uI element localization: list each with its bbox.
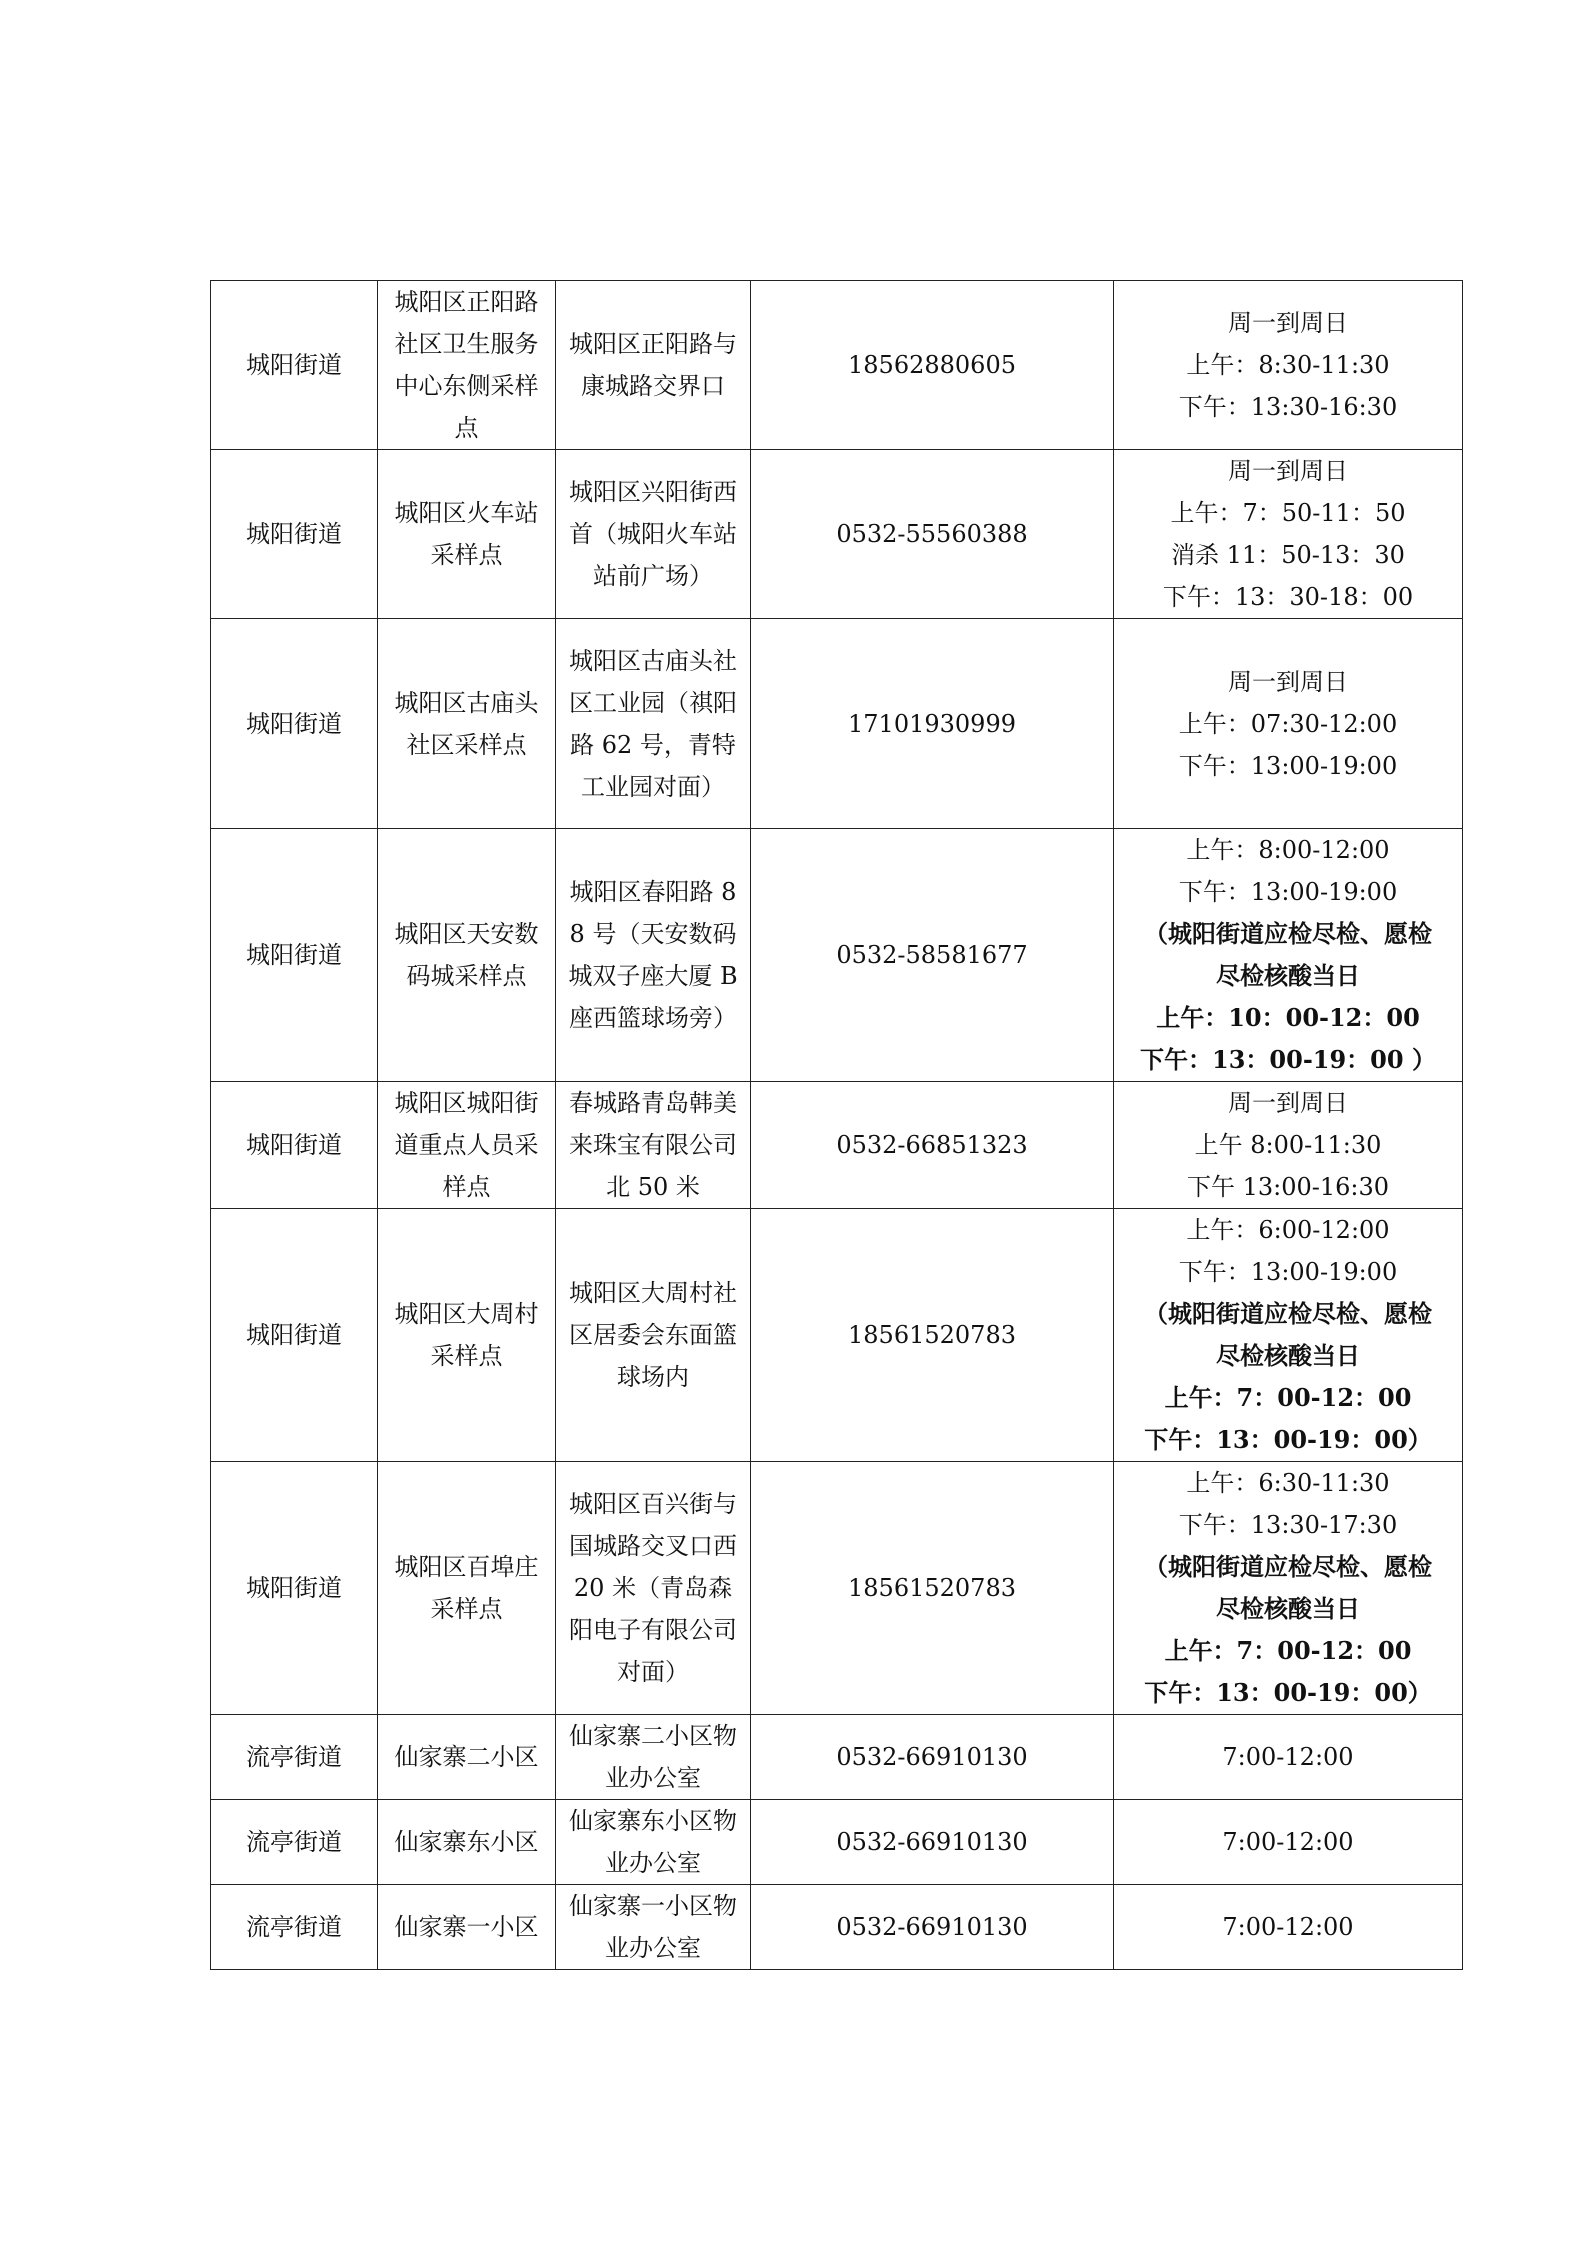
address-cell-text: 城阳区百兴街与国城路交叉口西 20 米（青岛森阳电子有限公司对面） bbox=[569, 1490, 737, 1686]
street-cell bbox=[211, 281, 378, 450]
phone-cell-text: 18562880605 bbox=[848, 351, 1016, 379]
hours-line: 下午：13：00-19：00 ） bbox=[1140, 1045, 1436, 1074]
hours-line: 下午：13:30-17:30 bbox=[1178, 1511, 1398, 1539]
hours-line: 尽检核酸当日 bbox=[1216, 1594, 1360, 1623]
table-row bbox=[211, 1885, 1463, 1970]
street-cell bbox=[211, 1462, 378, 1715]
site-name-cell-text: 城阳区古庙头社区采样点 bbox=[394, 688, 539, 759]
hours-line: 下午：13:00-19:00 bbox=[1178, 878, 1398, 906]
site-name-cell bbox=[378, 1209, 556, 1462]
phone-cell-text: 0532-66851323 bbox=[836, 1131, 1028, 1159]
phone-cell bbox=[751, 1209, 1114, 1462]
hours-cell bbox=[1114, 1462, 1463, 1715]
site-name-cell bbox=[378, 450, 556, 619]
hours-line: （城阳街道应检尽检、愿检 bbox=[1144, 1552, 1432, 1581]
site-name-cell bbox=[378, 1462, 556, 1715]
hours-line: 上午：7：00-12：00 bbox=[1164, 1383, 1412, 1412]
site-name-cell-text: 仙家寨一小区 bbox=[394, 1913, 539, 1941]
hours-line: 消杀 11：50-13：30 bbox=[1171, 541, 1405, 569]
address-cell-text: 城阳区春阳路 88 号（天安数码城双子座大厦 B 座西篮球场旁） bbox=[568, 878, 738, 1032]
address-cell bbox=[556, 1715, 751, 1800]
hours-cell bbox=[1114, 1209, 1463, 1462]
hours-line: 下午：13:00-19:00 bbox=[1178, 751, 1398, 780]
address-cell bbox=[556, 1462, 751, 1715]
street-cell-text: 城阳街道 bbox=[246, 941, 342, 969]
table-row bbox=[211, 450, 1463, 619]
table-row bbox=[211, 1462, 1463, 1715]
phone-cell-text: 0532-66910130 bbox=[836, 1828, 1028, 1856]
hours-cell bbox=[1114, 619, 1463, 829]
address-cell bbox=[556, 1885, 751, 1970]
table-row bbox=[211, 619, 1463, 829]
phone-cell bbox=[751, 1885, 1114, 1970]
street-cell bbox=[211, 1209, 378, 1462]
site-name-cell bbox=[378, 1082, 556, 1209]
site-name-cell-text: 仙家寨二小区 bbox=[394, 1743, 539, 1771]
site-name-cell-text: 城阳区百埠庄采样点 bbox=[394, 1553, 539, 1623]
site-name-cell-text: 城阳区大周村采样点 bbox=[394, 1300, 539, 1370]
hours-cell bbox=[1114, 450, 1463, 619]
hours-line: 周一到周日 bbox=[1228, 667, 1348, 696]
address-cell bbox=[556, 450, 751, 619]
site-name-cell-text: 城阳区天安数码城采样点 bbox=[394, 920, 539, 990]
street-cell bbox=[211, 1082, 378, 1209]
hours-cell bbox=[1114, 1715, 1463, 1800]
phone-cell bbox=[751, 1715, 1114, 1800]
phone-cell-text: 17101930999 bbox=[848, 709, 1016, 738]
hours-line: 下午：13:30-16:30 bbox=[1178, 393, 1398, 421]
hours-line: 下午：13:00-19:00 bbox=[1178, 1258, 1398, 1286]
address-cell-text: 城阳区古庙头社区工业园（祺阳路 62 号，青特工业园对面） bbox=[569, 646, 737, 801]
street-cell-text: 流亭街道 bbox=[246, 1828, 342, 1856]
address-cell bbox=[556, 829, 751, 1082]
site-name-cell bbox=[378, 829, 556, 1082]
site-name-cell bbox=[378, 1715, 556, 1800]
address-cell-text: 春城路青岛韩美来珠宝有限公司北 50 米 bbox=[569, 1089, 737, 1201]
hours-line: 下午：13：00-19：00） bbox=[1144, 1425, 1432, 1454]
phone-cell-text: 0532-66910130 bbox=[836, 1913, 1028, 1941]
phone-cell-text: 0532-55560388 bbox=[836, 520, 1028, 548]
table-row bbox=[211, 281, 1463, 450]
hours-line: 周一到周日 bbox=[1228, 1089, 1348, 1117]
hours-cell bbox=[1114, 829, 1463, 1082]
phone-cell-text: 0532-58581677 bbox=[836, 941, 1028, 969]
address-cell-text: 城阳区兴阳街西首（城阳火车站站前广场） bbox=[569, 478, 737, 590]
street-cell bbox=[211, 829, 378, 1082]
hours-line: 上午：10：00-12：00 bbox=[1156, 1003, 1420, 1032]
hours-line: 尽检核酸当日 bbox=[1216, 1341, 1360, 1370]
hours-cell bbox=[1114, 1082, 1463, 1209]
table-row bbox=[211, 1082, 1463, 1209]
hours-line: 下午 13:00-16:30 bbox=[1186, 1173, 1390, 1201]
address-cell bbox=[556, 1800, 751, 1885]
phone-cell-text: 18561520783 bbox=[848, 1574, 1016, 1602]
site-name-cell-text: 城阳区城阳街道重点人员采样点 bbox=[394, 1089, 539, 1201]
hours-line: 上午 8:00-11:30 bbox=[1194, 1131, 1382, 1159]
hours-line: 下午：13：00-19：00） bbox=[1144, 1678, 1432, 1707]
phone-cell bbox=[751, 450, 1114, 619]
street-cell-text: 城阳街道 bbox=[246, 1131, 342, 1159]
table-row bbox=[211, 1800, 1463, 1885]
street-cell bbox=[211, 619, 378, 829]
hours-line: 上午：07:30-12:00 bbox=[1178, 709, 1398, 738]
hours-cell bbox=[1114, 1885, 1463, 1970]
street-cell-text: 流亭街道 bbox=[246, 1743, 342, 1771]
table-row bbox=[211, 829, 1463, 1082]
hours-line: 7:00-12:00 bbox=[1222, 1913, 1354, 1941]
site-name-cell-text: 城阳区正阳路社区卫生服务中心东侧采样点 bbox=[394, 288, 539, 442]
street-cell-text: 城阳街道 bbox=[246, 1574, 342, 1602]
hours-line: 下午：13：30-18：00 bbox=[1162, 583, 1414, 611]
address-cell bbox=[556, 1082, 751, 1209]
hours-line: 上午：6:00-12:00 bbox=[1186, 1216, 1390, 1244]
sampling-site-table bbox=[210, 280, 1463, 1970]
hours-line: 7:00-12:00 bbox=[1222, 1828, 1354, 1856]
hours-line: 上午：7：50-11：50 bbox=[1170, 499, 1406, 527]
hours-line: （城阳街道应检尽检、愿检 bbox=[1144, 1299, 1432, 1328]
hours-line: 上午：7：00-12：00 bbox=[1164, 1636, 1412, 1665]
address-cell bbox=[556, 281, 751, 450]
street-cell bbox=[211, 1715, 378, 1800]
hours-line: 上午：8:30-11:30 bbox=[1186, 351, 1390, 379]
site-name-cell bbox=[378, 281, 556, 450]
phone-cell bbox=[751, 1082, 1114, 1209]
phone-cell bbox=[751, 1800, 1114, 1885]
site-name-cell bbox=[378, 619, 556, 829]
hours-cell bbox=[1114, 1800, 1463, 1885]
site-name-cell bbox=[378, 1885, 556, 1970]
street-cell-text: 城阳街道 bbox=[246, 709, 342, 738]
phone-cell bbox=[751, 281, 1114, 450]
street-cell bbox=[211, 1800, 378, 1885]
hours-line: 周一到周日 bbox=[1228, 309, 1348, 337]
site-name-cell-text: 仙家寨东小区 bbox=[394, 1828, 539, 1856]
hours-line: 尽检核酸当日 bbox=[1216, 961, 1360, 990]
hours-line: 周一到周日 bbox=[1228, 457, 1348, 485]
table-row bbox=[211, 1715, 1463, 1800]
site-name-cell bbox=[378, 1800, 556, 1885]
street-cell-text: 流亭街道 bbox=[246, 1913, 342, 1941]
street-cell bbox=[211, 1885, 378, 1970]
phone-cell bbox=[751, 619, 1114, 829]
address-cell-text: 仙家寨一小区物业办公室 bbox=[569, 1892, 737, 1962]
phone-cell-text: 18561520783 bbox=[848, 1321, 1016, 1349]
address-cell-text: 仙家寨二小区物业办公室 bbox=[569, 1722, 737, 1792]
hours-line: （城阳街道应检尽检、愿检 bbox=[1144, 919, 1432, 948]
table-row bbox=[211, 1209, 1463, 1462]
street-cell-text: 城阳街道 bbox=[246, 351, 342, 379]
hours-line: 上午：8:00-12:00 bbox=[1186, 836, 1390, 864]
address-cell bbox=[556, 619, 751, 829]
street-cell-text: 城阳街道 bbox=[246, 520, 342, 548]
site-name-cell-text: 城阳区火车站采样点 bbox=[394, 499, 539, 569]
address-cell-text: 城阳区大周村社区居委会东面篮球场内 bbox=[569, 1279, 737, 1391]
hours-line: 上午：6:30-11:30 bbox=[1186, 1469, 1390, 1497]
table-body bbox=[211, 281, 1463, 1970]
phone-cell bbox=[751, 829, 1114, 1082]
address-cell bbox=[556, 1209, 751, 1462]
hours-line: 7:00-12:00 bbox=[1222, 1743, 1354, 1771]
address-cell-text: 城阳区正阳路与康城路交界口 bbox=[569, 330, 737, 400]
street-cell bbox=[211, 450, 378, 619]
phone-cell-text: 0532-66910130 bbox=[836, 1743, 1028, 1771]
address-cell-text: 仙家寨东小区物业办公室 bbox=[569, 1807, 737, 1877]
street-cell-text: 城阳街道 bbox=[246, 1321, 342, 1349]
hours-cell bbox=[1114, 281, 1463, 450]
phone-cell bbox=[751, 1462, 1114, 1715]
